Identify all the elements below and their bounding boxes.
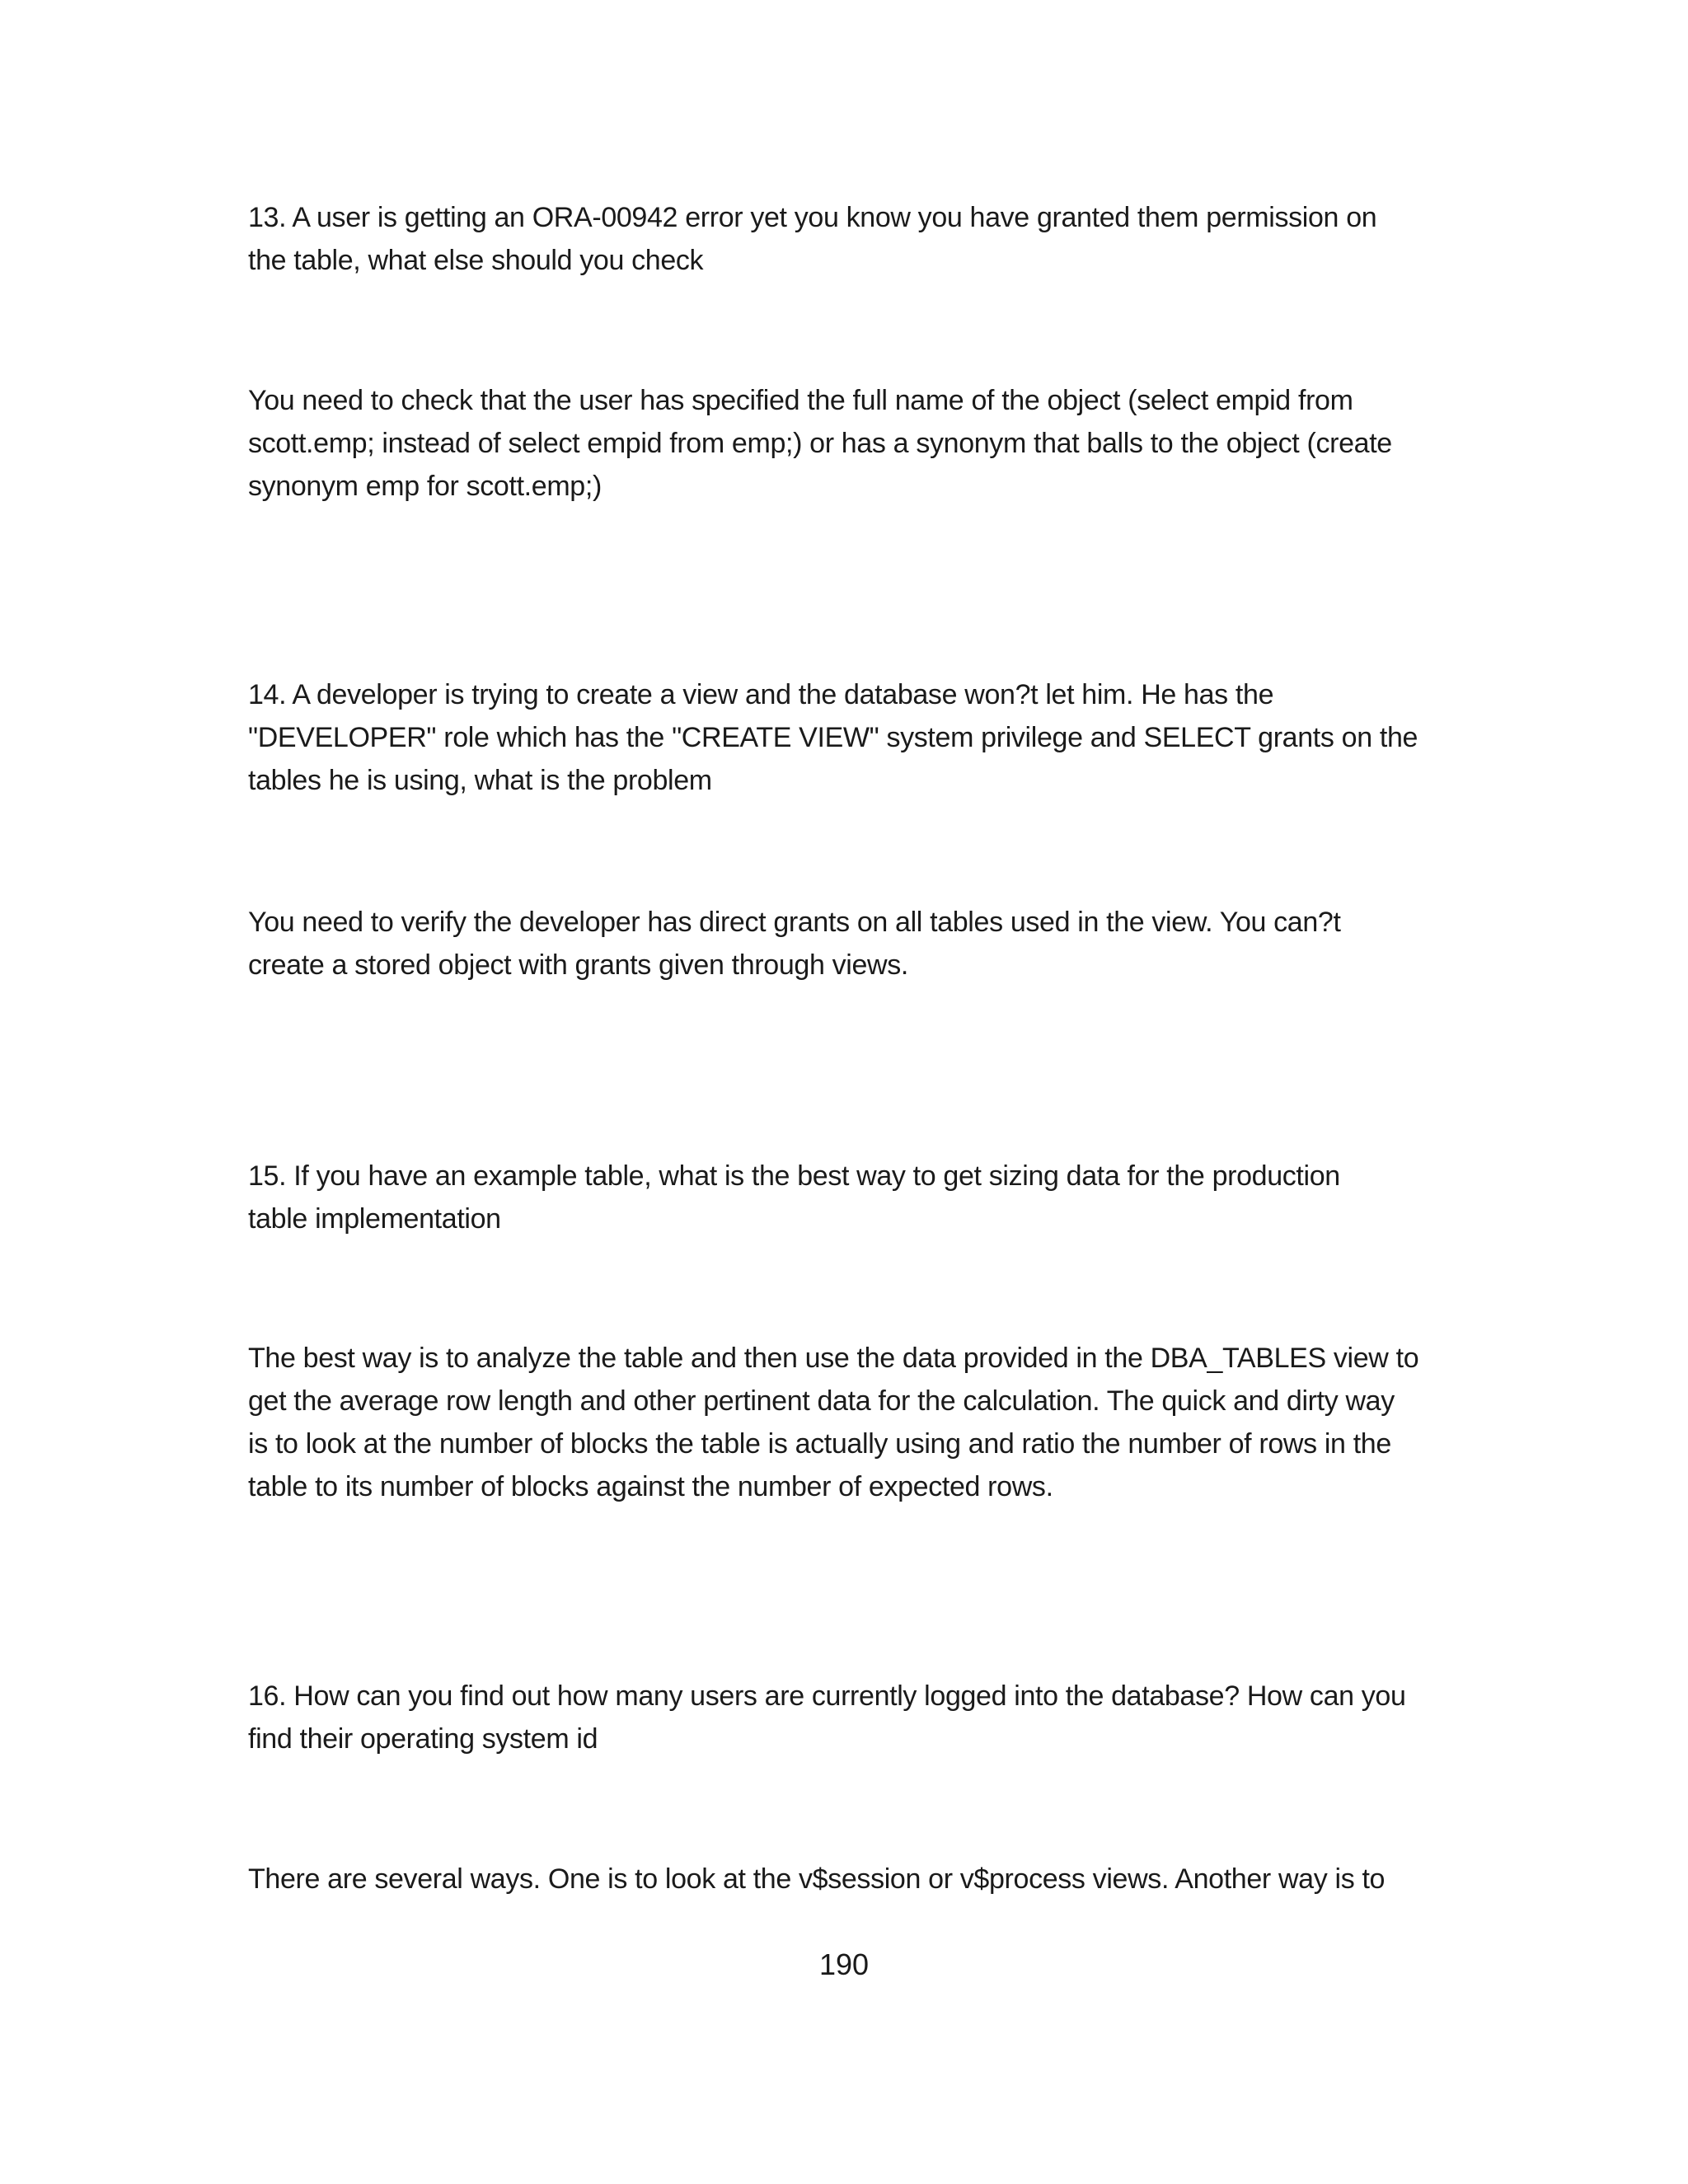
answer-13: You need to check that the user has specified the full name of the object (select empid from scott.emp; instead of select empid from emp;) or has a synonym that balls to the object (create synonym emp for scott.emp;) [248, 385, 1392, 502]
question-15: 15. If you have an example table, what is the best way to get sizing data for the production table implementation [248, 1160, 1340, 1235]
answer-14: You need to verify the developer has direct grants on all tables used in the view. You can?t create a stored object with grants given through views. [248, 907, 1341, 981]
question-13: 13. A user is getting an ORA-00942 error yet you know you have granted them permission on the table, what else should you check [248, 202, 1377, 276]
question-14: 14. A developer is trying to create a view and the database won?t let him. He has the "DEVELOPER" role which has the "CREATE VIEW" system privilege and SELECT grants on the tables he is using, what is the problem [248, 679, 1418, 796]
page-number: 190 [818, 1947, 870, 1981]
question-16: 16. How can you find out how many users are currently logged into the database? How can you find their operating system id [248, 1680, 1406, 1755]
answer-15: The best way is to analyze the table and then use the data provided in the DBA_TABLES view to get the average row length and other pertinent data for the calculation. The quick and dirty way is to look at the number of blocks the table is actually using and ratio the number of rows in the table to its number of blocks against the number of expected rows. [248, 1343, 1419, 1502]
answer-16: There are several ways. One is to look at the v$session or v$process views. Another way is to [248, 1863, 1386, 1895]
